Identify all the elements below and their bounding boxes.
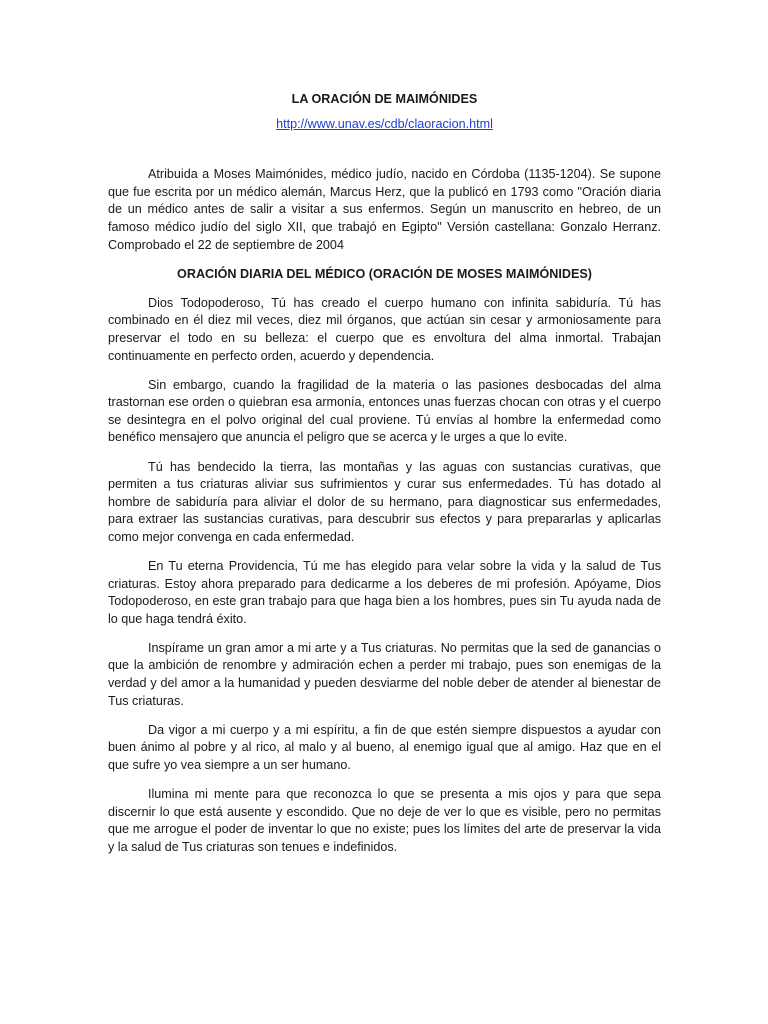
source-link[interactable]: http://www.unav.es/cdb/claoracion.html [276,116,493,131]
prayer-paragraph: Dios Todopoderoso, Tú has creado el cuerpo humano con infinita sabiduría. Tú has combinado en él diez mil veces, diez mil órganos, que actúan sin cesar y armoniosamente para preservar el todo en su belleza: el cuerpo que es envoltura del alma inmortal. Trabajan continuamente en perfecto orden, acuerdo y dependencia. [108,295,661,363]
prayer-paragraph: Tú has bendecido la tierra, las montañas y las aguas con sustancias curativas, que permiten a tus criaturas aliviar sus sufrimientos y curar sus enfermedades. Tú has dotado al hombre de sabiduría para aliviar el dolor de su hermano, para diagnosticar sus enfermedades, para extraer las sustancias curativas, para descubrir sus efectos y para prepararlas y aplicarlas como mejor convenga en cada enfermedad. [108,459,661,544]
prayer-paragraph: Da vigor a mi cuerpo y a mi espíritu, a fin de que estén siempre dispuestos a ayudar con buen ánimo al pobre y al rico, al malo y al bueno, al enemigo igual que al amigo. Haz que en el que sufre yo vea siempre a un ser humano. [108,722,661,772]
prayer-heading: ORACIÓN DIARIA DEL MÉDICO (ORACIÓN DE MOSES MAIMÓNIDES) [177,266,592,281]
intro-paragraph: Atribuida a Moses Maimónides, médico judío, nacido en Córdoba (1135-1204). Se supone que fue escrita por un médico alemán, Marcus Herz, que la publicó en 1793 como "Oración diaria de un médico antes de salir a visitar a sus enfermos. Según un manuscrito en hebreo, de un famoso médico judío del siglo XII, que trabajó en Egipto" Versión castellana: Gonzalo Herranz. Comprobado el 22 de septiembre de 2004 [108,167,661,252]
prayer-paragraph: En Tu eterna Providencia, Tú me has elegido para velar sobre la vida y la salud de Tus criaturas. Estoy ahora preparado para dedicarme a los deberes de mi profesión. Apóyame, Dios Todopoderoso, en este gran trabajo para que haga bien a los hombres, pues sin Tu ayuda nada de lo que haga tendrá éxito. [108,558,661,626]
document-page [108,91,661,868]
document-title: LA ORACIÓN DE MAIMÓNIDES [291,92,478,106]
prayer-paragraph: Sin embargo, cuando la fragilidad de la materia o las pasiones desbocadas del alma trastornan ese orden o quiebran esa armonía, entonces unas fuerzas chocan con otras y el cuerpo se desintegra en el polvo original del cual proviene. Tú envías al hombre la enfermedad como benéfico mensajero que anuncia el peligro que se acerca y le urges a que lo evite. [108,377,661,445]
prayer-paragraph: Ilumina mi mente para que reconozca lo que se presenta a mis ojos y para que sepa discernir lo que está ausente y escondido. Que no deje de ver lo que es visible, pero no permitas que me arrogue el poder de inventar lo que no existe; pues los límites del arte de preservar la vida y la salud de Tus criaturas son tenues e indefinidos. [108,787,661,854]
prayer-paragraph: Inspírame un gran amor a mi arte y a Tus criaturas. No permitas que la sed de ganancias o que la ambición de renombre y admiración echen a perder mi trabajo, pues son enemigas de la verdad y del amor a la humanidad y pueden desviarme del noble deber de atender al bienestar de Tus criaturas. [108,640,661,708]
